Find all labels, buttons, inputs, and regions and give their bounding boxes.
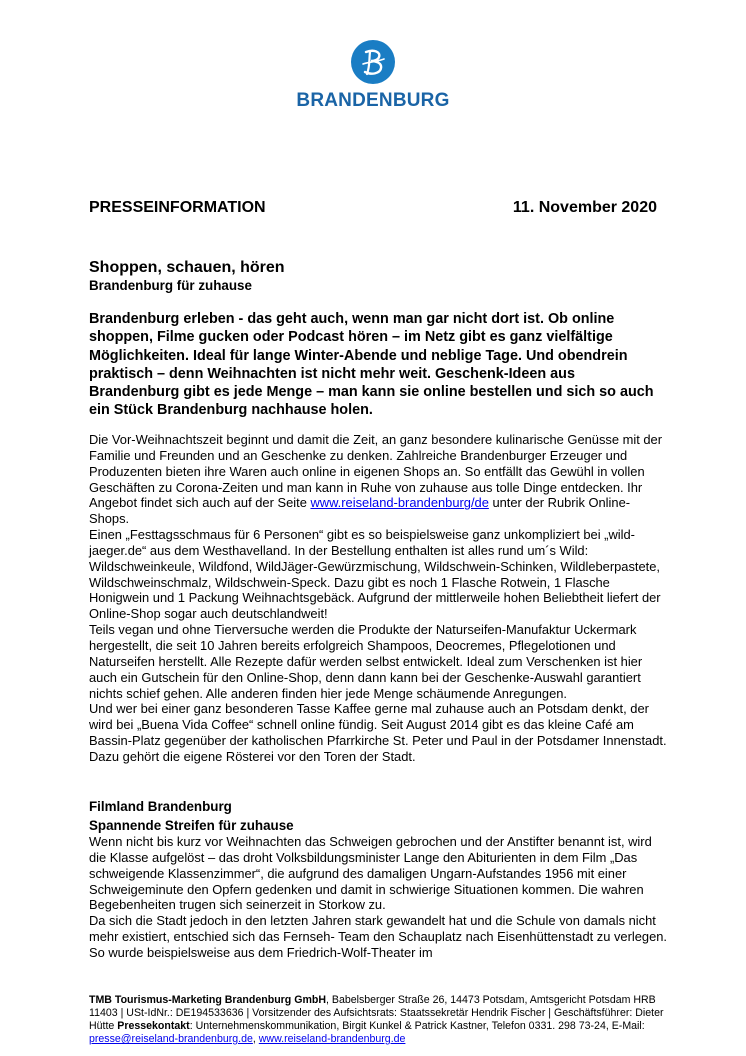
- paragraph-eisenhuettenstadt: Da sich die Stadt jedoch in den letzten Jahren stark gewandelt hat und die Schule von damals nicht mehr existiert, entschied sich das Fernseh- Team den Schauplatz nach Eisenhüttenstadt zu verlegen. So wurde beispielsweise aus dem Friedrich-Wolf-Theater im: [89, 913, 668, 960]
- page-subtitle: Brandenburg für zuhause: [89, 278, 252, 293]
- body-text-filmland: [89, 834, 669, 961]
- paragraph-wild-jaeger: Einen „Festtagsschmaus für 6 Personen“ gibt es so beispielsweise ganz unkompliziert bei „wild-jaeger.de“ aus dem Westhavelland. In der Bestellung enthalten ist alles rund um´s Wild: Wildschweinkeule, Wildfond, WildJäger-Gewürzmischung, Wildschwein-Schinken, Wildleberpastete, Wildschweinschmalz, Wildschwein-Speck. Dazu gibt es noch 1 Flasche Rotwein, 1 Flasche Honigwein und 1 Packung Weihnachtsgebäck. Aufgrund der mittlerweile hohen Beliebtheit liefert der Online-Shop sogar auch deutschlandweit!: [89, 527, 661, 622]
- footer-email-link[interactable]: presse@reiseland-brandenburg.de: [89, 1033, 253, 1045]
- paragraph-klassenzimmer: Wenn nicht bis kurz vor Weihnachten das Schweigen gebrochen und der Anstifter benannt ist, wird die Klasse aufgelöst – das droht Volksbildungsminister Lange den Abiturienten in dem Film „Das schweigende Klassenzimmer“, die aufgrund des damaligen Ungarn-Aufstandes 1956 mit einer Schweigeminute den Opfern gedenken und damit in schwierige Situationen kommen. Die wahren Begebenheiten trugen sich seinerzeit in Storkow zu.: [89, 834, 652, 913]
- section-subtitle-filmland: Spannende Streifen für zuhause: [89, 818, 294, 833]
- page-title: Shoppen, schauen, hören: [89, 259, 285, 276]
- section-title-filmland: Filmland Brandenburg: [89, 799, 232, 814]
- paragraph-online-shops: Die Vor-Weihnachtszeit beginnt und damit die Zeit, an ganz besondere kulinarische Genüsse mit der Familie und Freunden und an Geschenke zu denken. Zahlreiche Brandenburger Erzeuger und Produzenten bieten ihre Waren auch online in eigenen Shops an. So entfällt das Gewühl in vollen Geschäften zu Corona-Zeiten und man kann in Ruhe von zuhause aus tolle Dinge entdecken. Ihr Angebot findet sich auch auf der Seite www.reiseland-brandenburg/de unter der Rubrik Online-Shops.: [89, 432, 662, 527]
- footer-company: TMB Tourismus-Marketing Brandenburg GmbH: [89, 994, 326, 1006]
- reiseland-link[interactable]: www.reiseland-brandenburg/de: [310, 495, 489, 511]
- press-date: 11. November 2020: [512, 199, 657, 216]
- paragraph-buena-vida: Und wer bei einer ganz besonderen Tasse Kaffee gerne mal zuhause auch an Potsdam denkt, der wird bei „Buena Vida Coffee“ schnell online fündig. Seit August 2014 gibt es das kleine Café am Bassin-Platz gegenüber der katholischen Pfarrkirche St. Peter und Paul in der Potsdamer Innenstadt. Dazu gehört die eigene Rösterei vor den Toren der Stadt.: [89, 701, 667, 764]
- logo-text: BRANDENBURG: [296, 90, 450, 111]
- press-header: [89, 199, 657, 217]
- lead-paragraph: Brandenburg erleben - das geht auch, wenn man gar nicht dort ist. Ob online shoppen, Filme gucken oder Podcast hören – im Netz gibt es ganz vielfältige Möglichkeiten. Ideal für lange Winter-Abende und neblige Tage. Und obendrein praktisch – denn Weihnachten ist nicht mehr weit. Geschenk-Ideen aus Brandenburg gibt es jede Menge – man kann sie online bestellen und sich so auch ein Stück Brandenburg nachhause holen.: [89, 311, 654, 419]
- body-text: [89, 432, 669, 765]
- paragraph-naturseifen: Teils vegan und ohne Tierversuche werden die Produkte der Naturseifen-Manufaktur Uckermark hergestellt, die seit 10 Jahren bereits erfolgreich Shampoos, Deocremes, Pflegelotionen und Naturseifen herstellt. Alle Rezepte dafür werden selbst entwickelt. Ideal zum Verschenken ist hier auch ein Gutschein für den Online-Shop, denn dann kann bei der Geschenke-Auswahl garantiert nichts schief gehen. Alle anderen finden hier jede Menge schäumende Anregungen.: [89, 622, 643, 701]
- brandenburg-b-logo-icon: [351, 40, 395, 84]
- page-footer: TMB Tourismus-Marketing Brandenburg GmbH, Babelsberger Straße 26, 14473 Potsdam, Amtsgericht Potsdam HRB 11403 | USt-IdNr.: DE194533636 | Vorsitzender des Aufsichtsrats: Staatssekretär Hendrik Fischer | Geschäftsführer: Dieter Hütte Pressekontakt: Unternehmenskommunikation, Birgit Kunkel & Patrick Kastner, Telefon 0331. 298 73-24, E-Mail: presse@reiseland-brandenburg.de, www.reiseland-brandenburg.de: [89, 994, 664, 1045]
- footer-website-link[interactable]: www.reiseland-brandenburg.de: [258, 1033, 406, 1045]
- press-label: PRESSEINFORMATION: [89, 199, 266, 216]
- brand-logo: [291, 40, 455, 112]
- footer-contact-label: Pressekontakt: [117, 1020, 190, 1032]
